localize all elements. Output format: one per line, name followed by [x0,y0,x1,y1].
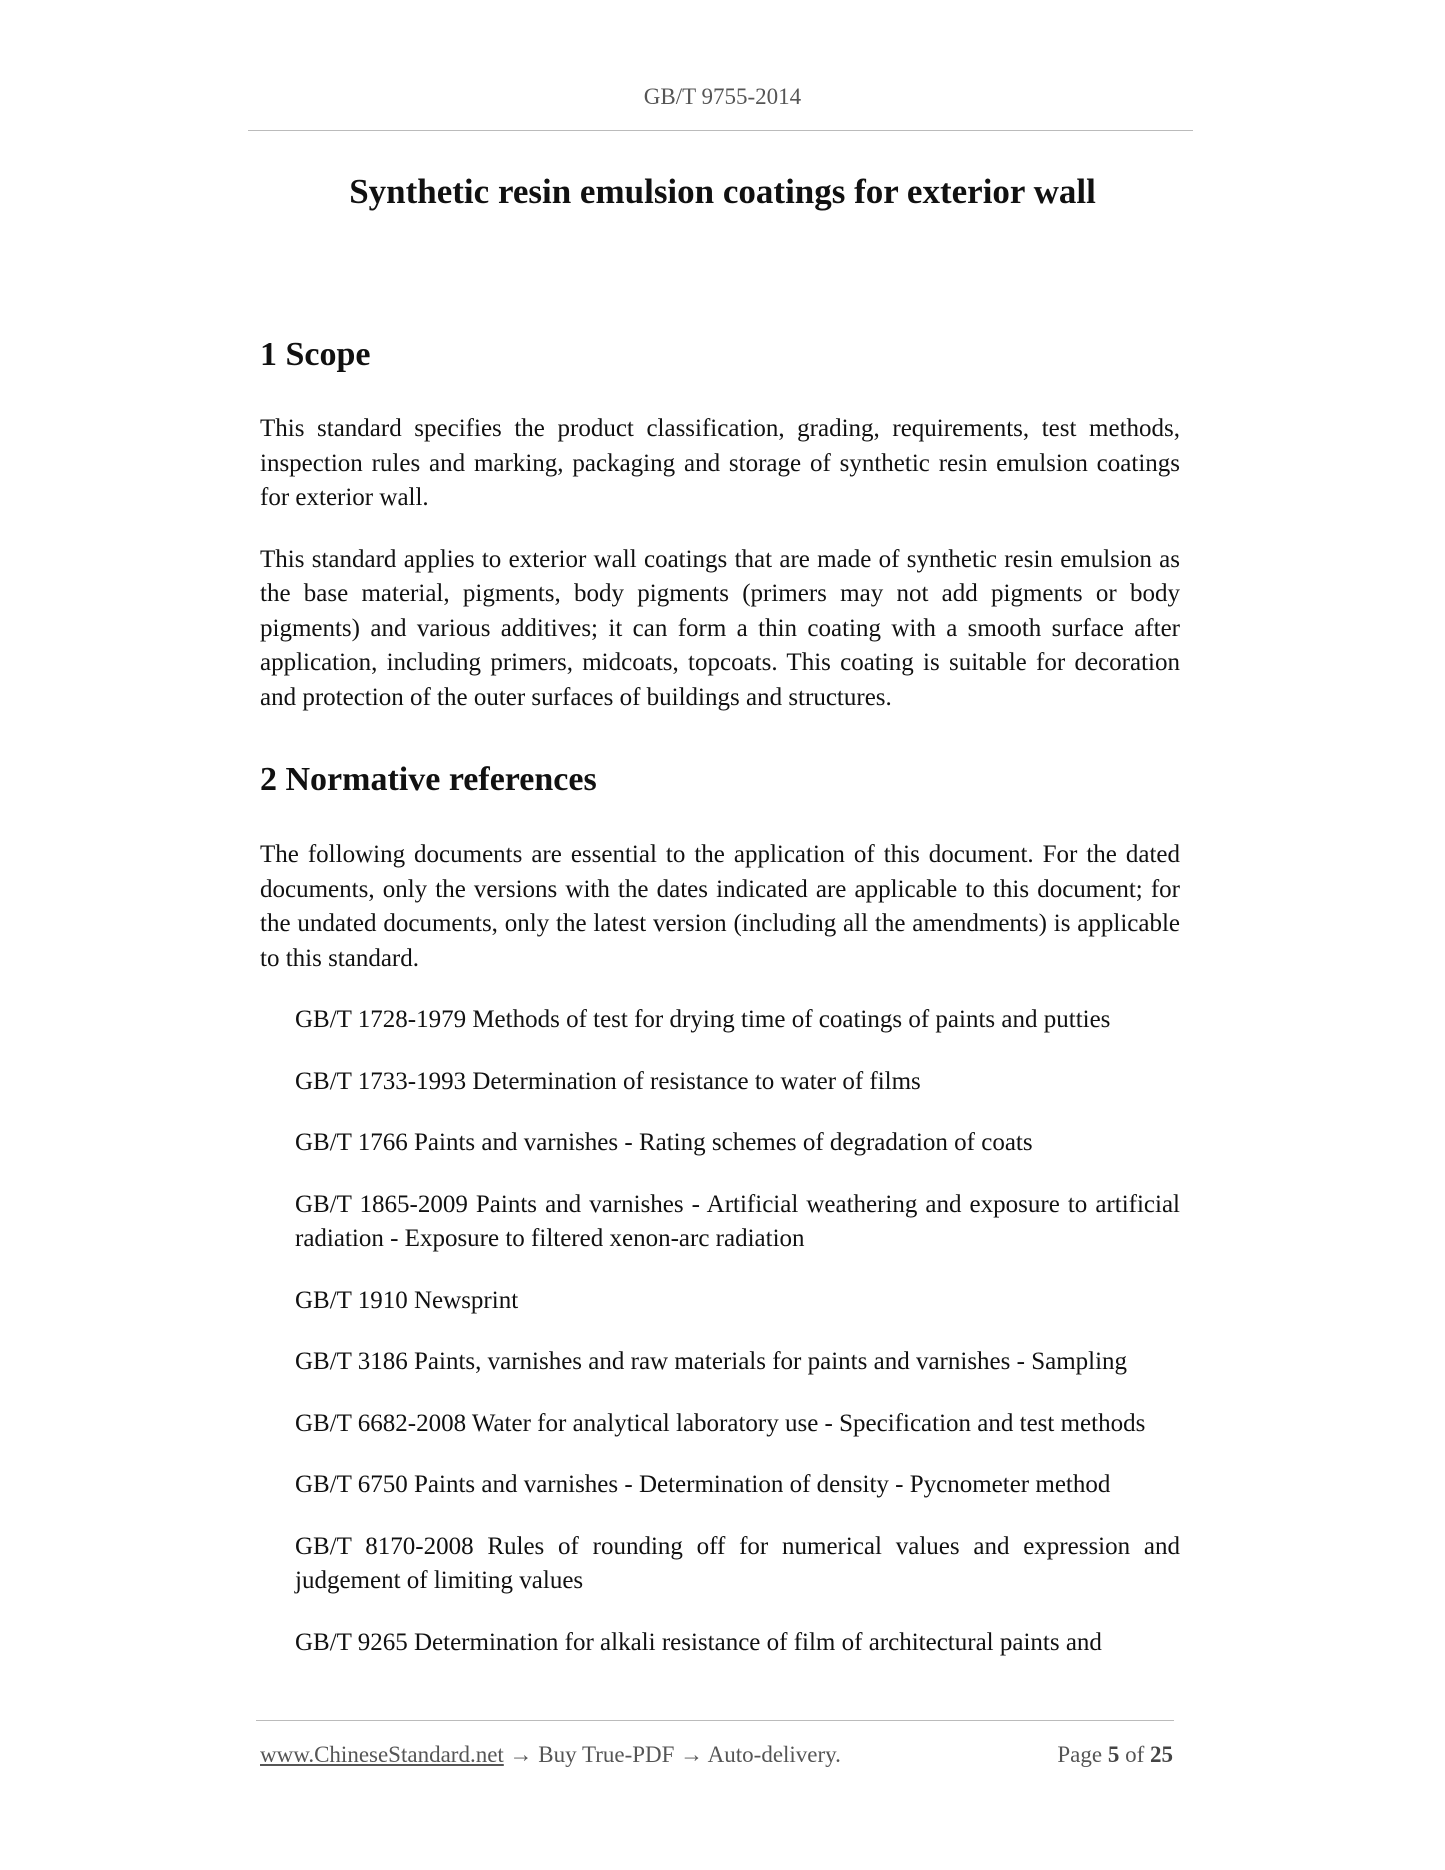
reference-item: GB/T 6682-2008 Water for analytical laboratory use - Specification and test methods [295,1409,1146,1437]
document-title: Synthetic resin emulsion coatings for exterior wall [349,172,1096,211]
total-pages: 25 [1150,1742,1173,1767]
scope-paragraph-1: This standard specifies the product classification, grading, requirements, test methods, inspection rules and marking, packaging and storage of synthetic resin emulsion coatings for exterior wall. [260,415,1180,511]
reference-item: GB/T 1766 Paints and varnishes - Rating schemes of degradation of coats [295,1129,1033,1156]
scope-paragraph-2: This standard applies to exterior wall coatings that are made of synthetic resin emulsion as the base material, pigments, body pigments (primers may not add pigments or body pigments) and various additives; it can form a thin coating with a smooth surface after application, including primers, midcoats, topcoats. This coating is suitable for decoration and protection of the outer surfaces of buildings and structures. [260,545,1180,711]
site-link[interactable]: www.ChineseStandard.net [260,1742,504,1767]
footer-promo [260,1742,841,1768]
scope-heading: 1 Scope [260,336,371,373]
reference-item: GB/T 3186 Paints, varnishes and raw materials for paints and varnishes - Sampling [295,1348,1128,1375]
reference-list [260,1003,1180,1660]
of-label: of [1125,1742,1145,1767]
footer-tagline: → Buy True-PDF → Auto-delivery. [503,1742,841,1767]
normative-intro: The following documents are essential to the application of this document. For the dated documents, only the versions with the dates indicated are applicable to this document; for the undated documents, only the latest version (including all the amendments) is applicable to this standard. [260,841,1180,972]
section-normative [260,761,1180,799]
reference-item: GB/T 1733-1993 Determination of resistance to water of films [295,1067,921,1095]
reference-item: GB/T 1910 Newsprint [295,1286,519,1314]
header-divider [248,130,1193,131]
header-standard-code: GB/T 9755-2014 [643,84,802,109]
reference-item: GB/T 6750 Paints and varnishes - Determination of density - Pycnometer method [295,1471,1111,1498]
reference-item: GB/T 8170-2008 Rules of rounding off for numerical values and expression and judgement of limiting values [295,1532,1180,1594]
current-page-number: 5 [1107,1742,1120,1767]
normative-body [260,838,1180,1687]
normative-heading: 2 Normative references [260,761,597,798]
page-indicator [1057,1742,1173,1768]
footer-divider [256,1720,1174,1721]
reference-item: GB/T 1865-2009 Paints and varnishes - Artificial weathering and exposure to artificial radiation - Exposure to filtered xenon-arc radiation [295,1190,1180,1252]
section-scope [260,336,1180,374]
scope-body [260,412,1180,715]
page-label: Page [1057,1742,1103,1767]
reference-item: GB/T 9265 Determination for alkali resistance of film of architectural paints and [295,1628,1102,1656]
reference-item: GB/T 1728-1979 Methods of test for drying time of coatings of paints and putties [295,1006,1111,1033]
